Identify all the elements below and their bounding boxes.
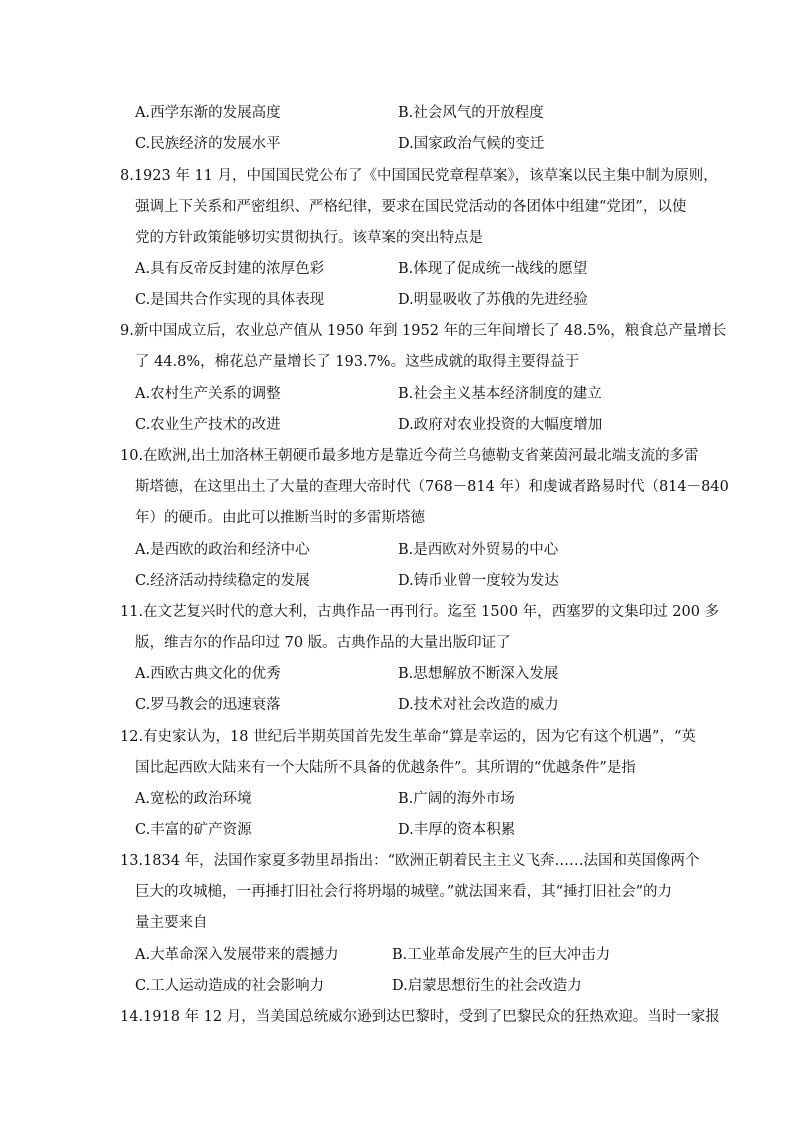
q12-option-d: D.丰厚的资本积累	[398, 822, 516, 838]
q11-stem-line-1: 11.在文艺复兴时代的意大利，古典作品一再刊行。迄至 1500 年，西塞罗的文集印过 200 多	[120, 604, 720, 620]
q9-stem-line-2: 了 44.8%，棉花总产量增长了 193.7%。这些成就的取得主要得益于	[135, 354, 580, 370]
q13-option-a: A.大革命深入发展带来的震撼力	[135, 947, 339, 963]
q8-option-c: C.是国共合作实现的具体表现	[135, 292, 325, 308]
q13-stem-line-1: 13.1834 年，法国作家夏多勃里昂指出：“欧洲正朝着民主主义飞奔……法国和英国像两个	[120, 853, 700, 869]
q10-stem-line-3: 年）的硬币。由此可以推断当时的多雷斯塔德	[135, 510, 425, 526]
q11-option-c: C.罗马教会的迅速衰落	[135, 697, 281, 713]
q8-option-d: D.明显吸收了苏俄的先进经验	[398, 292, 588, 308]
q12-stem-line-2: 国比起西欧大陆来有一个大陆所不具备的优越条件”。其所谓的“优越条件”是指	[135, 760, 636, 776]
q10-option-d: D.铸币业曾一度较为发达	[398, 573, 559, 589]
q10-stem-line-2: 斯塔德，在这里出土了大量的查理大帝时代（768－814 年）和虔诚者路易时代（814－840	[135, 479, 729, 495]
q14-stem-line-1: 14.1918 年 12 月，当美国总统威尔逊到达巴黎时，受到了巴黎民众的狂热欢迎。当时一家报	[120, 1009, 720, 1025]
q8-stem-line-1: 8.1923 年 11 月，中国国民党公布了《中国国民党章程草案》，该草案以民主集中制为原则，	[120, 168, 718, 184]
q12-option-b: B.广阔的海外市场	[398, 791, 515, 807]
q10-option-b: B.是西欧对外贸易的中心	[398, 542, 559, 558]
q13-stem-line-3: 量主要来自	[135, 915, 208, 931]
q10-stem-line-1: 10.在欧洲,出土加洛林王朝硬币最多地方是靠近今荷兰乌德勒支省莱茵河最北端支流的多雷	[120, 448, 699, 464]
q11-stem-line-2: 版，维吉尔的作品印过 70 版。古典作品的大量出版印证了	[135, 635, 511, 651]
q8-stem-line-2: 强调上下关系和严密组织、严格纪律，要求在国民党活动的各团体中组建“党团”，以使	[135, 199, 687, 215]
q11-option-b: B.思想解放不断深入发展	[398, 666, 559, 682]
q7-option-b: B.社会风气的开放程度	[398, 105, 544, 121]
q7-option-d: D.国家政治气候的变迁	[398, 136, 545, 152]
q12-option-c: C.丰富的矿产资源	[135, 822, 252, 838]
q9-option-a: A.农村生产关系的调整	[135, 386, 281, 402]
q13-option-b: B.工业革命发展产生的巨大冲击力	[392, 947, 611, 963]
q12-stem-line-1: 12.有史家认为，18 世纪后半期英国首先发生革命“算是幸运的，因为它有这个机遇”，“英	[120, 729, 696, 745]
q8-option-a: A.具有反帝反封建的浓厚色彩	[135, 261, 325, 277]
q7-option-a: A.西学东渐的发展高度	[135, 105, 281, 121]
q10-option-c: C.经济活动持续稳定的发展	[135, 573, 310, 589]
q12-option-a: A.宽松的政治环境	[135, 791, 252, 807]
q9-option-b: B.社会主义基本经济制度的建立	[398, 386, 602, 402]
q9-stem-line-1: 9.新中国成立后，农业总产值从 1950 年到 1952 年的三年间增长了 48.5%，粮食总产量增长	[120, 323, 727, 339]
q8-stem-line-3: 党的方针政策能够切实贯彻执行。该草案的突出特点是	[135, 230, 483, 246]
q7-option-c: C.民族经济的发展水平	[135, 136, 281, 152]
q11-option-d: D.技术对社会改造的威力	[398, 697, 559, 713]
q13-stem-line-2: 巨大的攻城槌，一再捶打旧社会行将坍塌的城壁。”就法国来看，其“捶打旧社会”的力	[135, 884, 672, 900]
q10-option-a: A.是西欧的政治和经济中心	[135, 542, 310, 558]
q13-option-d: D.启蒙思想衍生的社会改造力	[392, 978, 582, 994]
q11-option-a: A.西欧古典文化的优秀	[135, 666, 281, 682]
q13-option-c: C.工人运动造成的社会影响力	[135, 978, 325, 994]
q8-option-b: B.体现了促成统一战线的愿望	[398, 261, 588, 277]
q9-option-c: C.农业生产技术的改进	[135, 417, 281, 433]
q9-option-d: D.政府对农业投资的大幅度增加	[398, 417, 603, 433]
